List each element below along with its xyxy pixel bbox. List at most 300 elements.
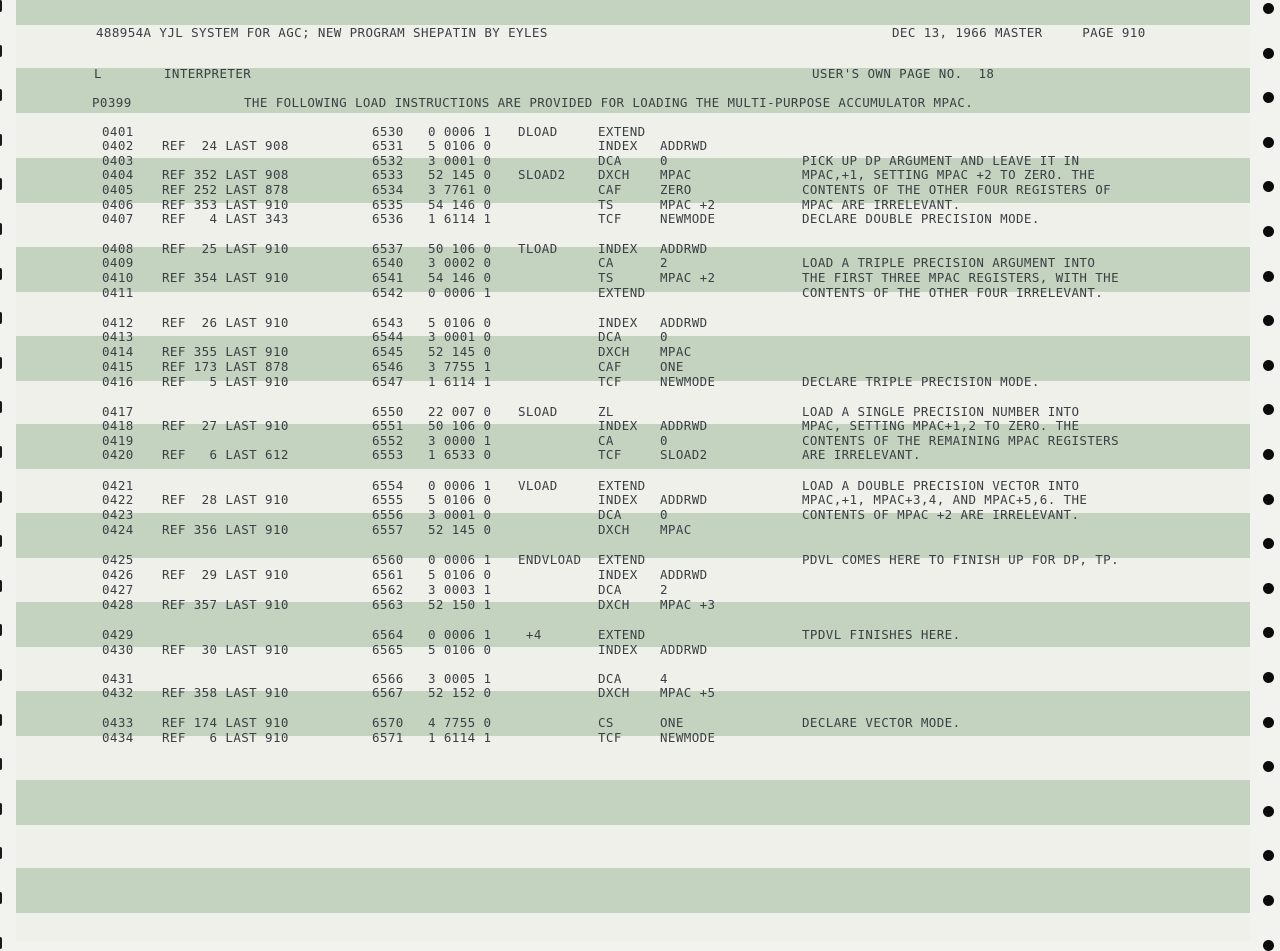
row-comment: THE FIRST THREE MPAC REGISTERS, WITH THE <box>802 270 1120 285</box>
row-op: TCF <box>598 374 622 389</box>
row-ref: REF 29 LAST 910 <box>162 567 289 582</box>
row-addr: 6557 <box>372 522 404 537</box>
row-op: CAF <box>598 182 622 197</box>
row-label: DLOAD <box>518 124 558 139</box>
tractor-hole <box>0 535 2 547</box>
tractor-hole <box>0 847 2 859</box>
row-code: 3 0002 0 <box>428 255 492 270</box>
row-addr: 6551 <box>372 418 404 433</box>
row-ref: REF 353 LAST 910 <box>162 197 289 212</box>
row-line: 0427 <box>102 582 134 597</box>
row-code: 52 152 0 <box>428 685 492 700</box>
row-operand: 4 <box>660 671 668 686</box>
listing-row <box>16 478 1250 493</box>
row-line: 0424 <box>102 522 134 537</box>
row-line: 0428 <box>102 597 134 612</box>
green-band <box>16 868 1250 913</box>
tractor-hole <box>1263 137 1274 148</box>
tractor-hole <box>1263 583 1274 594</box>
row-op: DXCH <box>598 344 630 359</box>
row-ref: REF 357 LAST 910 <box>162 597 289 612</box>
row-addr: 6536 <box>372 211 404 226</box>
row-code: 1 6114 1 <box>428 730 492 745</box>
row-op: TCF <box>598 730 622 745</box>
row-operand: MPAC +2 <box>660 197 716 212</box>
row-op: INDEX <box>598 241 638 256</box>
row-ref: REF 354 LAST 910 <box>162 270 289 285</box>
row-comment: LOAD A SINGLE PRECISION NUMBER INTO <box>802 404 1080 419</box>
row-operand: ONE <box>660 359 684 374</box>
row-addr: 6547 <box>372 374 404 389</box>
row-op: INDEX <box>598 315 638 330</box>
row-addr: 6552 <box>372 433 404 448</box>
row-op: CAF <box>598 359 622 374</box>
tractor-hole <box>1263 761 1274 772</box>
row-operand: NEWMODE <box>660 730 716 745</box>
row-op: CA <box>598 255 614 270</box>
row-addr: 6541 <box>372 270 404 285</box>
row-code: 52 145 0 <box>428 522 492 537</box>
row-line: 0416 <box>102 374 134 389</box>
row-op: DXCH <box>598 167 630 182</box>
listing-row <box>16 715 1250 730</box>
tractor-hole <box>1263 806 1274 817</box>
row-label: VLOAD <box>518 478 558 493</box>
row-operand: 0 <box>660 433 668 448</box>
row-comment: LOAD A TRIPLE PRECISION ARGUMENT INTO <box>802 255 1096 270</box>
row-addr: 6545 <box>372 344 404 359</box>
tractor-hole <box>0 624 2 636</box>
row-ref: REF 4 LAST 343 <box>162 211 289 226</box>
row-comment: CONTENTS OF THE REMAINING MPAC REGISTERS <box>802 433 1120 448</box>
row-addr: 6550 <box>372 404 404 419</box>
row-comment: CONTENTS OF THE OTHER FOUR IRRELEVANT. <box>802 285 1104 300</box>
tractor-hole <box>1263 940 1274 951</box>
row-line: 0419 <box>102 433 134 448</box>
row-comment: MPAC,+1, SETTING MPAC +2 TO ZERO. THE <box>802 167 1096 182</box>
row-code: 52 150 1 <box>428 597 492 612</box>
row-addr: 6531 <box>372 138 404 153</box>
row-operand: 2 <box>660 582 668 597</box>
row-line: 0407 <box>102 211 134 226</box>
row-operand: SLOAD2 <box>660 447 708 462</box>
row-line: 0414 <box>102 344 134 359</box>
row-operand: ADDRWD <box>660 492 708 507</box>
row-ref: REF 26 LAST 910 <box>162 315 289 330</box>
row-code: 4 7755 0 <box>428 715 492 730</box>
row-line: 0426 <box>102 567 134 582</box>
tractor-hole <box>1263 449 1274 460</box>
row-operand: MPAC <box>660 522 692 537</box>
row-code: 0 0006 1 <box>428 285 492 300</box>
row-comment: DECLARE DOUBLE PRECISION MODE. <box>802 211 1040 226</box>
green-band <box>16 0 1250 25</box>
tractor-hole <box>1263 3 1274 14</box>
listing-row <box>16 329 1250 344</box>
tractor-hole <box>0 669 2 681</box>
row-line: 0406 <box>102 197 134 212</box>
listing-row <box>16 241 1250 256</box>
row-line: 0417 <box>102 404 134 419</box>
row-ref: REF 30 LAST 910 <box>162 642 289 657</box>
tractor-hole <box>0 89 2 101</box>
row-line: 0412 <box>102 315 134 330</box>
row-op: INDEX <box>598 418 638 433</box>
row-comment: ARE IRRELEVANT. <box>802 447 921 462</box>
listing-row <box>16 627 1250 642</box>
row-comment: MPAC, SETTING MPAC+1,2 TO ZERO. THE <box>802 418 1080 433</box>
row-operand: ZERO <box>660 182 692 197</box>
row-code: 52 145 0 <box>428 167 492 182</box>
row-ref: REF 355 LAST 910 <box>162 344 289 359</box>
tractor-hole <box>1263 404 1274 415</box>
row-line: 0431 <box>102 671 134 686</box>
row-code: 3 7755 1 <box>428 359 492 374</box>
tractor-hole <box>1263 360 1274 371</box>
row-line: 0420 <box>102 447 134 462</box>
tractor-hole <box>1263 226 1274 237</box>
row-code: 50 106 0 <box>428 418 492 433</box>
row-code: 52 145 0 <box>428 344 492 359</box>
listing-row <box>16 167 1250 182</box>
row-ref: REF 358 LAST 910 <box>162 685 289 700</box>
row-line: 0429 <box>102 627 134 642</box>
row-ref: REF 27 LAST 910 <box>162 418 289 433</box>
row-line: 0423 <box>102 507 134 522</box>
row-ref: REF 173 LAST 878 <box>162 359 289 374</box>
row-op: INDEX <box>598 642 638 657</box>
row-addr: 6553 <box>372 447 404 462</box>
row-op: EXTEND <box>598 124 646 139</box>
row-addr: 6554 <box>372 478 404 493</box>
row-code: 3 0005 1 <box>428 671 492 686</box>
row-op: CS <box>598 715 614 730</box>
row-line: 0405 <box>102 182 134 197</box>
row-code: 50 106 0 <box>428 241 492 256</box>
row-operand: ADDRWD <box>660 315 708 330</box>
row-addr: 6546 <box>372 359 404 374</box>
row-comment: CONTENTS OF THE OTHER FOUR REGISTERS OF <box>802 182 1112 197</box>
row-addr: 6540 <box>372 255 404 270</box>
row-addr: 6537 <box>372 241 404 256</box>
row-label: +4 <box>518 627 542 642</box>
row-operand: ADDRWD <box>660 418 708 433</box>
row-operand: 2 <box>660 255 668 270</box>
row-operand: MPAC <box>660 167 692 182</box>
row-line: 0425 <box>102 552 134 567</box>
user-page-number: USER'S OWN PAGE NO. 18 <box>812 66 995 81</box>
row-operand: ADDRWD <box>660 567 708 582</box>
tractor-hole <box>0 714 2 726</box>
row-addr: 6571 <box>372 730 404 745</box>
listing-row <box>16 255 1250 270</box>
row-line: 0433 <box>102 715 134 730</box>
tractor-hole <box>1263 850 1274 861</box>
row-code: 0 0006 1 <box>428 478 492 493</box>
row-line: 0418 <box>102 418 134 433</box>
row-ref: REF 352 LAST 908 <box>162 167 289 182</box>
listing-row <box>16 182 1250 197</box>
page-header-right: DEC 13, 1966 MASTER PAGE 910 <box>892 25 1146 40</box>
listing-row <box>16 433 1250 448</box>
row-code: 5 0106 0 <box>428 642 492 657</box>
tractor-hole <box>1263 494 1274 505</box>
tractor-hole <box>0 401 2 413</box>
row-operand: ONE <box>660 715 684 730</box>
tractor-hole <box>0 446 2 458</box>
row-op: DXCH <box>598 522 630 537</box>
row-addr: 6563 <box>372 597 404 612</box>
row-code: 1 6114 1 <box>428 211 492 226</box>
row-code: 5 0106 0 <box>428 567 492 582</box>
listing-row <box>16 552 1250 567</box>
tractor-hole <box>0 357 2 369</box>
tractor-hole <box>1263 181 1274 192</box>
listing-row <box>16 492 1250 507</box>
row-op: TCF <box>598 211 622 226</box>
row-addr: 6560 <box>372 552 404 567</box>
listing-row <box>16 285 1250 300</box>
row-operand: MPAC +2 <box>660 270 716 285</box>
row-op: ZL <box>598 404 614 419</box>
row-ref: REF 252 LAST 878 <box>162 182 289 197</box>
row-op: EXTEND <box>598 627 646 642</box>
row-line: 0410 <box>102 270 134 285</box>
row-op: INDEX <box>598 567 638 582</box>
row-op: TS <box>598 270 614 285</box>
row-op: TCF <box>598 447 622 462</box>
row-op: DXCH <box>598 597 630 612</box>
tractor-hole <box>0 45 2 57</box>
row-operand: 0 <box>660 329 668 344</box>
row-operand: MPAC +5 <box>660 685 716 700</box>
row-comment: CONTENTS OF MPAC +2 ARE IRRELEVANT. <box>802 507 1080 522</box>
row-code: 5 0106 0 <box>428 138 492 153</box>
row-addr: 6565 <box>372 642 404 657</box>
tractor-hole <box>0 0 2 12</box>
row-operand: ADDRWD <box>660 241 708 256</box>
listing-row <box>16 138 1250 153</box>
tractor-hole <box>1263 92 1274 103</box>
row-line: 0401 <box>102 124 134 139</box>
row-addr: 6532 <box>372 153 404 168</box>
row-addr: 6570 <box>372 715 404 730</box>
listing-row <box>16 315 1250 330</box>
row-ref: REF 6 LAST 910 <box>162 730 289 745</box>
row-op: EXTEND <box>598 478 646 493</box>
listing-row <box>16 418 1250 433</box>
row-code: 3 0001 0 <box>428 153 492 168</box>
row-addr: 6566 <box>372 671 404 686</box>
listing-row <box>16 671 1250 686</box>
row-line: 0408 <box>102 241 134 256</box>
row-line: 0403 <box>102 153 134 168</box>
row-comment: DECLARE VECTOR MODE. <box>802 715 961 730</box>
row-op: EXTEND <box>598 552 646 567</box>
row-operand: MPAC +3 <box>660 597 716 612</box>
tractor-hole <box>1263 315 1274 326</box>
row-code: 1 6533 0 <box>428 447 492 462</box>
row-code: 3 0000 1 <box>428 433 492 448</box>
tractor-hole <box>1263 538 1274 549</box>
row-comment: PDVL COMES HERE TO FINISH UP FOR DP, TP. <box>802 552 1120 567</box>
row-label: SLOAD <box>518 404 558 419</box>
row-addr: 6543 <box>372 315 404 330</box>
tractor-hole <box>0 892 2 904</box>
tractor-hole <box>0 312 2 324</box>
listing-row <box>16 374 1250 389</box>
row-addr: 6562 <box>372 582 404 597</box>
tractor-hole <box>0 937 2 949</box>
row-ref: REF 24 LAST 908 <box>162 138 289 153</box>
title-text: THE FOLLOWING LOAD INSTRUCTIONS ARE PROVIDED FOR LOADING THE MULTI-PURPOSE ACCUMULATOR MPAC. <box>244 95 974 110</box>
listing-row <box>16 404 1250 419</box>
row-addr: 6555 <box>372 492 404 507</box>
row-op: TS <box>598 197 614 212</box>
listing-type: L <box>94 66 102 81</box>
row-code: 0 0006 1 <box>428 552 492 567</box>
row-code: 3 0001 0 <box>428 507 492 522</box>
row-op: INDEX <box>598 138 638 153</box>
row-comment: TPDVL FINISHES HERE. <box>802 627 961 642</box>
tractor-hole <box>1263 48 1274 59</box>
row-ref: REF 174 LAST 910 <box>162 715 289 730</box>
listing-row <box>16 685 1250 700</box>
row-operand: 0 <box>660 153 668 168</box>
row-op: EXTEND <box>598 285 646 300</box>
row-line: 0422 <box>102 492 134 507</box>
row-operand: MPAC <box>660 344 692 359</box>
listing-row <box>16 124 1250 139</box>
section-name: INTERPRETER <box>164 66 252 81</box>
listing-row <box>16 197 1250 212</box>
listing-row <box>16 211 1250 226</box>
row-addr: 6556 <box>372 507 404 522</box>
row-op: DCA <box>598 507 622 522</box>
tractor-hole <box>1263 627 1274 638</box>
row-code: 54 146 0 <box>428 270 492 285</box>
row-ref: REF 28 LAST 910 <box>162 492 289 507</box>
row-ref: REF 356 LAST 910 <box>162 522 289 537</box>
tractor-hole <box>0 491 2 503</box>
row-addr: 6533 <box>372 167 404 182</box>
row-code: 3 7761 0 <box>428 182 492 197</box>
row-label: ENDVLOAD <box>518 552 582 567</box>
page-header-left: 488954A YJL SYSTEM FOR AGC; NEW PROGRAM SHEPATIN BY EYLES <box>96 25 548 40</box>
row-op: DCA <box>598 153 622 168</box>
tractor-hole <box>1263 271 1274 282</box>
row-code: 22 007 0 <box>428 404 492 419</box>
tractor-hole <box>0 580 2 592</box>
row-line: 0434 <box>102 730 134 745</box>
row-line: 0430 <box>102 642 134 657</box>
listing-row <box>16 582 1250 597</box>
row-op: DCA <box>598 582 622 597</box>
row-comment: LOAD A DOUBLE PRECISION VECTOR INTO <box>802 478 1080 493</box>
listing-row <box>16 447 1250 462</box>
listing-row <box>16 270 1250 285</box>
row-line: 0402 <box>102 138 134 153</box>
listing-row <box>16 567 1250 582</box>
tractor-hole <box>0 758 2 770</box>
listing-row <box>16 507 1250 522</box>
row-op: CA <box>598 433 614 448</box>
tractor-hole <box>0 223 2 235</box>
tractor-hole <box>1263 717 1274 728</box>
row-addr: 6567 <box>372 685 404 700</box>
row-label: SLOAD2 <box>518 167 566 182</box>
row-code: 3 0001 0 <box>428 329 492 344</box>
row-code: 5 0106 0 <box>428 492 492 507</box>
row-operand: ADDRWD <box>660 642 708 657</box>
listing-row <box>16 597 1250 612</box>
listing-row <box>16 344 1250 359</box>
listing-row <box>16 359 1250 374</box>
row-op: INDEX <box>598 492 638 507</box>
tractor-hole <box>1263 895 1274 906</box>
row-code: 54 146 0 <box>428 197 492 212</box>
row-code: 1 6114 1 <box>428 374 492 389</box>
row-line: 0411 <box>102 285 134 300</box>
listing-row <box>16 730 1250 745</box>
tractor-hole <box>0 134 2 146</box>
row-addr: 6561 <box>372 567 404 582</box>
row-code: 0 0006 1 <box>428 627 492 642</box>
row-op: DCA <box>598 329 622 344</box>
row-line: 0404 <box>102 167 134 182</box>
row-addr: 6544 <box>372 329 404 344</box>
listing-row <box>16 522 1250 537</box>
row-ref: REF 25 LAST 910 <box>162 241 289 256</box>
row-code: 3 0003 1 <box>428 582 492 597</box>
row-label: TLOAD <box>518 241 558 256</box>
row-code: 0 0006 1 <box>428 124 492 139</box>
row-operand: NEWMODE <box>660 374 716 389</box>
row-addr: 6535 <box>372 197 404 212</box>
row-line: 0415 <box>102 359 134 374</box>
tractor-hole <box>0 268 2 280</box>
listing-page <box>16 0 1250 941</box>
row-line: 0413 <box>102 329 134 344</box>
green-band <box>16 780 1250 825</box>
row-operand: 0 <box>660 507 668 522</box>
row-comment: MPAC ARE IRRELEVANT. <box>802 197 961 212</box>
tractor-hole <box>0 178 2 190</box>
row-comment: PICK UP DP ARGUMENT AND LEAVE IT IN <box>802 153 1080 168</box>
listing-row <box>16 642 1250 657</box>
title-id: P0399 <box>92 95 132 110</box>
row-addr: 6530 <box>372 124 404 139</box>
row-code: 5 0106 0 <box>428 315 492 330</box>
row-comment: DECLARE TRIPLE PRECISION MODE. <box>802 374 1040 389</box>
row-addr: 6542 <box>372 285 404 300</box>
row-ref: REF 5 LAST 910 <box>162 374 289 389</box>
row-line: 0432 <box>102 685 134 700</box>
tractor-hole <box>1263 672 1274 683</box>
row-operand: ADDRWD <box>660 138 708 153</box>
row-addr: 6534 <box>372 182 404 197</box>
tractor-hole <box>0 803 2 815</box>
row-comment: MPAC,+1, MPAC+3,4, AND MPAC+5,6. THE <box>802 492 1088 507</box>
row-ref: REF 6 LAST 612 <box>162 447 289 462</box>
row-operand: NEWMODE <box>660 211 716 226</box>
row-addr: 6564 <box>372 627 404 642</box>
row-line: 0421 <box>102 478 134 493</box>
row-op: DXCH <box>598 685 630 700</box>
listing-row <box>16 153 1250 168</box>
row-line: 0409 <box>102 255 134 270</box>
row-op: DCA <box>598 671 622 686</box>
